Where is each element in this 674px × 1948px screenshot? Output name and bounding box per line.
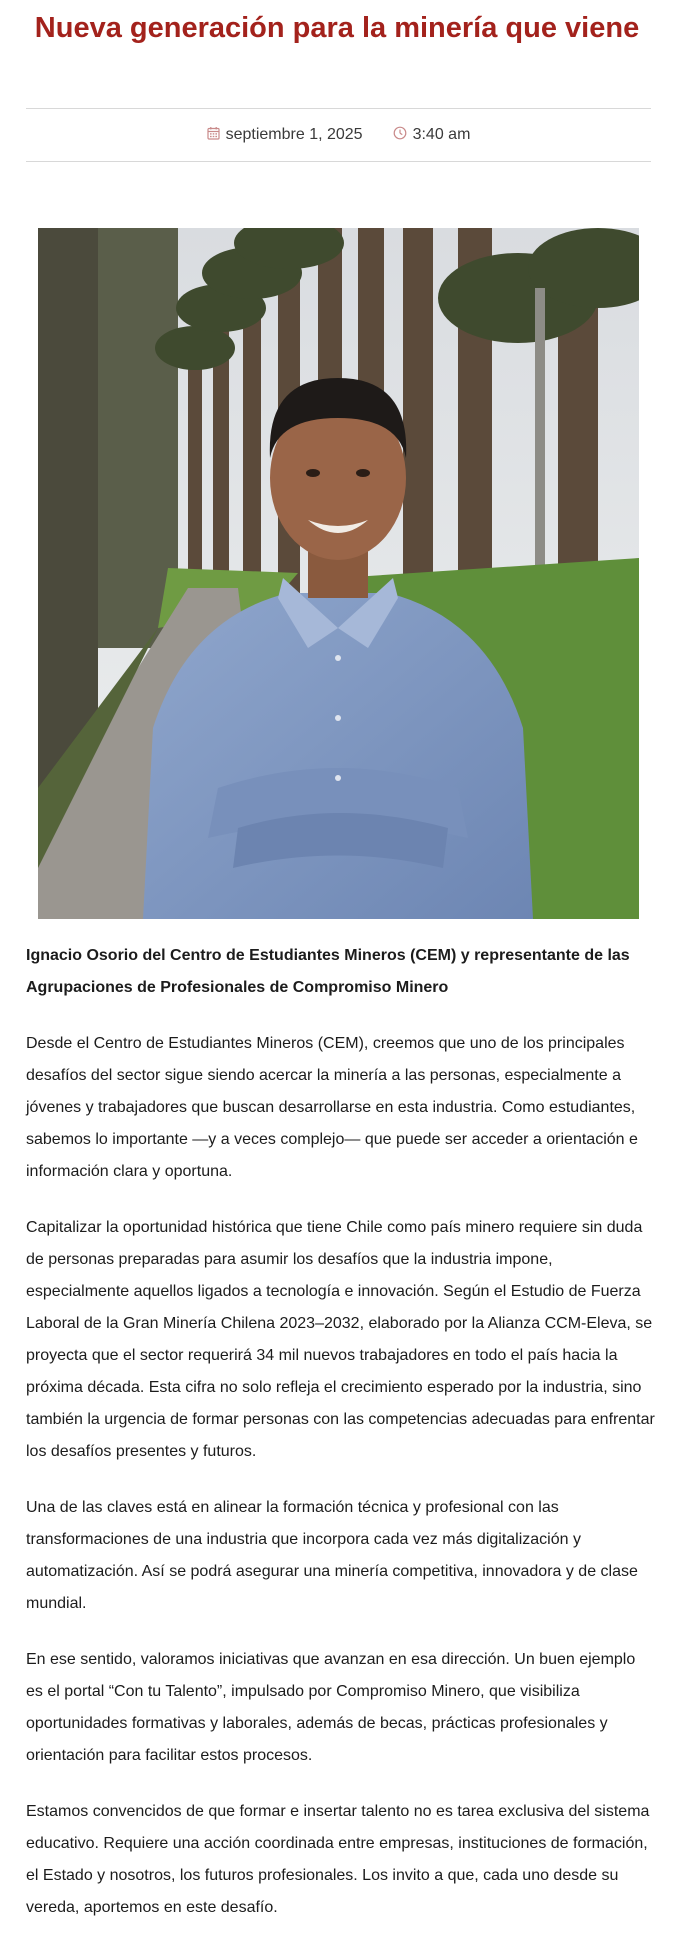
- paragraph: Desde el Centro de Estudiantes Mineros (CEM), creemos que uno de los principales desafíos del sector sigue siendo acercar la minería a las personas, especialmente a jóvenes y trabajadores que buscan desarrollarse en esta industria. Como estudiantes, sabemos lo importante —y a veces complejo— que puede ser acceder a orientación e información clara y oportuna.: [26, 1035, 638, 1180]
- paragraph: Estamos convencidos de que formar e insertar talento no es tarea exclusiva del sistema educativo. Requiere una acción coordinada entre empresas, instituciones de formación, el Estado y nosotros, los futuros profesionales. Los invito a que, cada uno desde su vereda, aportemos en este desafío.: [26, 1803, 650, 1916]
- post-time-text: 3:40 am: [412, 126, 471, 143]
- post-date: [207, 126, 363, 145]
- featured-photo: [38, 228, 639, 919]
- article-body: [26, 940, 656, 1948]
- paragraph: Capitalizar la oportunidad histórica que tiene Chile como país minero requiere sin duda de personas preparadas para asumir los desafíos que la industria impone, especialmente aquellos ligados a tecnología e innovación. Según el Estudio de Fuerza Laboral de la Gran Minería Chilena 2023–2032, elaborado por la Alianza CCM-Eleva, se proyecta que el sector requerirá 34 mil nuevos trabajadores en todo el país hacia la próxima década. Esta cifra no solo refleja el crecimiento esperado por la industria, sino también la urgencia de formar personas con las competencias adecuadas para enfrentar los desafíos presentes y futuros.: [26, 1219, 655, 1460]
- paragraph: En ese sentido, valoramos iniciativas que avanzan en esa dirección. Un buen ejemplo es el portal “Con tu Talento”, impulsado por Compromiso Minero, que visibiliza oportunidades formativas y laborales, además de becas, prácticas profesionales y orientación para facilitar estos procesos.: [26, 1651, 636, 1764]
- clock-icon: [393, 126, 413, 145]
- photo-caption: Ignacio Osorio del Centro de Estudiantes Mineros (CEM) y representante de las Agrupaciones de Profesionales de Compromiso Minero: [26, 947, 630, 996]
- post-time: [393, 126, 471, 145]
- portrait-image: [38, 228, 639, 919]
- page-title: Nueva generación para la minería que viene: [34, 12, 640, 44]
- post-meta: [26, 108, 651, 162]
- calendar-icon: [207, 126, 226, 145]
- post-date-text: septiembre 1, 2025: [225, 126, 363, 143]
- paragraph: Una de las claves está en alinear la formación técnica y profesional con las transformaciones de una industria que incorpora cada vez más digitalización y automatización. Así se podrá asegurar una minería competitiva, innovadora y de clase mundial.: [26, 1499, 638, 1612]
